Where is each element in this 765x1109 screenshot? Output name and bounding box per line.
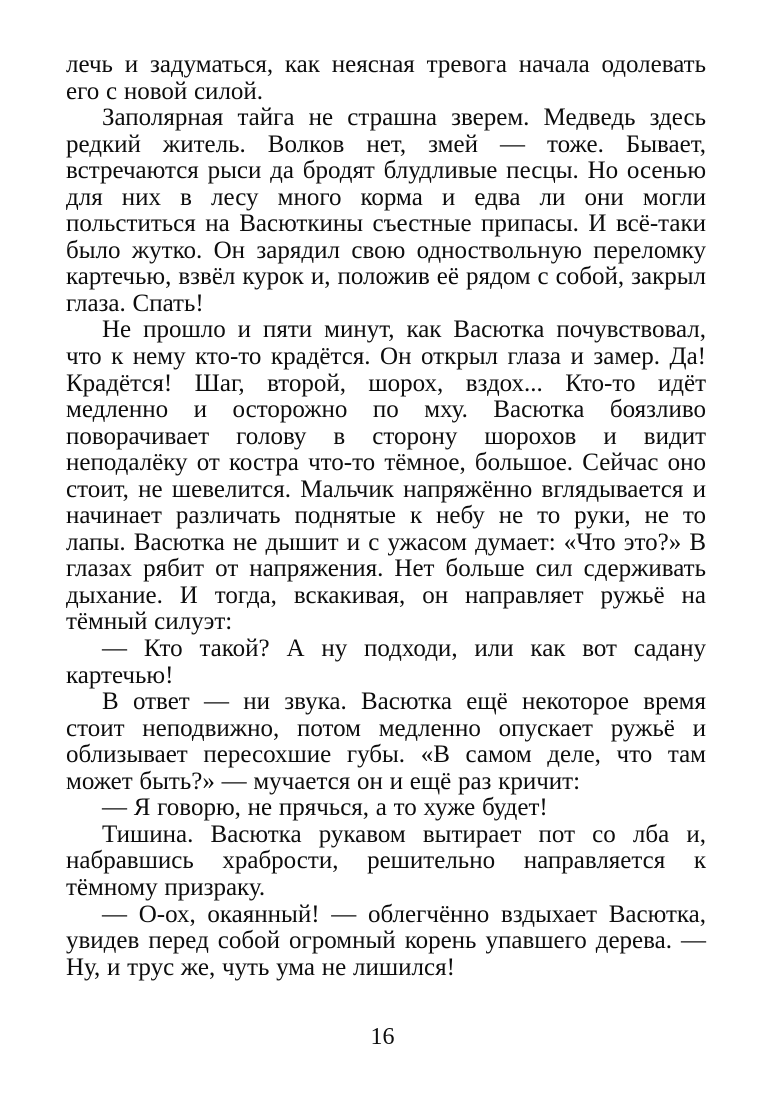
paragraph-dialogue-who: — Кто такой? А ну подходи, или как вот садану картечью! (66, 635, 706, 689)
book-page-text (66, 52, 706, 981)
paragraph-silence: В ответ — ни звука. Васютка ещё некоторое время стоит неподвижно, потом медленно опускает ружьё и облизывает пересохшие губы. «В самом деле, что там может быть?» — мучается он и ещё раз кричит: (66, 688, 706, 795)
paragraph-taiga: Заполярная тайга не страшна зверем. Медведь здесь редкий житель. Волков нет, змей — тоже. Бывает, встречаются рыси да бродят блудливые песцы. Но осенью для них в лесу много корма и едва ли они могли польститься на Васюткины съестные припасы. И всё-таки было жутко. Он зарядил свою одноствольную переломку картечью, взвёл курок и, положив её рядом с собой, закрыл глаза. Спать! (66, 104, 706, 317)
paragraph-dialogue-dont-hide: — Я говорю, не прячься, а то хуже будет! (102, 794, 548, 822)
paragraph-courage: Тишина. Васютка рукавом вытирает пот со лба и, набравшись храбрости, решительно направляется к тёмному призраку. (66, 820, 706, 901)
page-number: 16 (370, 1024, 395, 1050)
paragraph-relief: — О-ох, окаянный! — облегчённо вздыхает Васютка, увидев перед собой огромный корень упавшего дерева. — Ну, и трус же, чуть ума не лишился! (66, 900, 706, 981)
paragraph-continuation: лечь и задуматься, как неясная тревога начала одолевать его с новой силой. (66, 51, 706, 105)
paragraph-sneaking: Не прошло и пяти минут, как Васютка почувствовал, что к нему кто-то крадётся. Он открыл глаза и замер. Да! Крадётся! Шаг, второй, шорох, вздох... Кто-то идёт медленно и осторожно по мху. Васютка боязливо поворачивает голову в сторону шорохов и видит неподалёку от костра что-то тёмное, большое. Сейчас оно стоит, не шевелится. Мальчик напряжённо вглядывается и начинает различать поднятые к небу не то руки, не то лапы. Васютка не дышит и с ужасом думает: «Что это?» В глазах рябит от напряжения. Нет больше сил сдерживать дыхание. И тогда, вскакивая, он направляет ружьё на тёмный силуэт: (66, 316, 706, 636)
